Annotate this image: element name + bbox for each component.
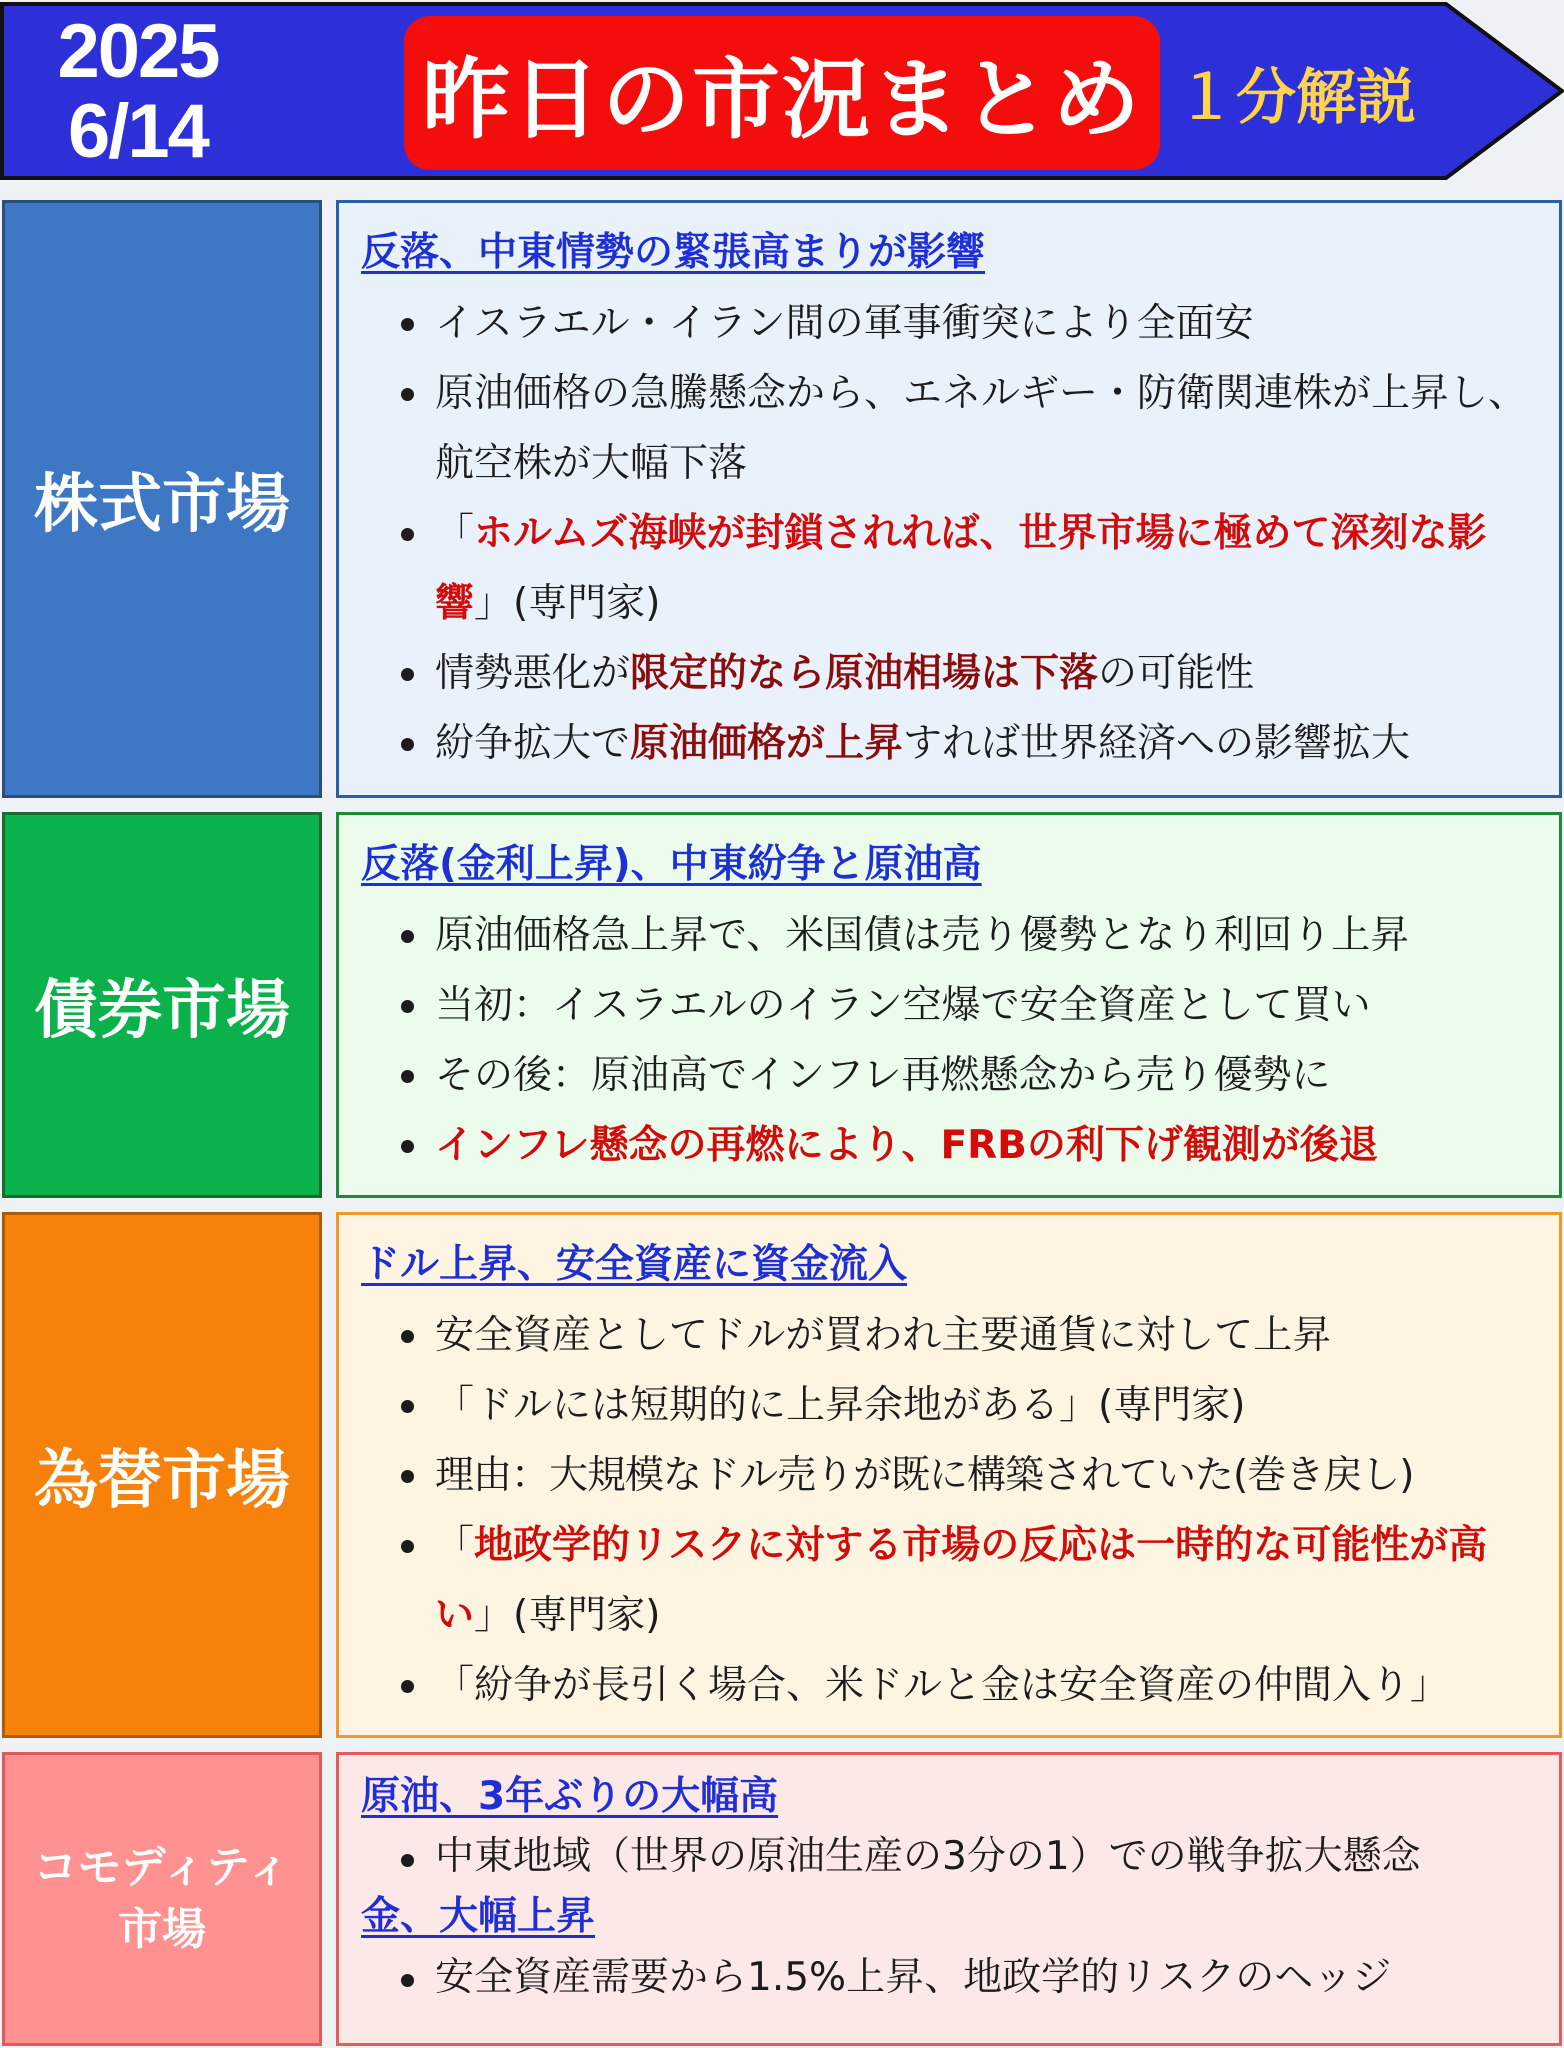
- list-item: イスラエル・イラン間の軍事衝突により全面安: [361, 289, 1537, 359]
- highlight-text: 限定的なら原油相場は下落: [630, 651, 1099, 696]
- bullet-list-gold: [361, 1945, 1537, 2011]
- section-panel-bond: [336, 812, 1562, 1198]
- section-heading-gold: 金、大幅上昇: [361, 1894, 596, 1939]
- list-item: [361, 1111, 1537, 1181]
- list-item: 情勢悪化が限定的なら原油相場は下落の可能性: [361, 639, 1537, 709]
- list-item: 原油価格の急騰懸念から、エネルギー・防衛関連株が上昇し、航空株が大幅下落: [361, 359, 1537, 499]
- highlight-text: ホルムズ海峡が封鎖されれば、世界市場に極めて深刻な影響: [435, 511, 1487, 626]
- list-item: 「紛争が長引く場合、米ドルと金は安全資産の仲間入り」: [361, 1651, 1537, 1721]
- list-item: 「ドルには短期的に上昇余地がある」(専門家): [361, 1371, 1537, 1441]
- section-heading-bond: 反落(金利上昇)、中東紛争と原油高: [361, 842, 982, 887]
- date-year: 2025: [57, 9, 219, 94]
- list-item: 「ホルムズ海峡が封鎖されれば、世界市場に極めて深刻な影響」(専門家): [361, 499, 1537, 639]
- section-heading-oil: 原油、3年ぶりの大幅高: [361, 1774, 779, 1819]
- section-panel-stock: [336, 200, 1562, 798]
- bullet-list-stock: [361, 289, 1537, 779]
- section-label-commodity: [2, 1752, 322, 2046]
- page-title: 昨日の市況まとめ: [421, 48, 1142, 151]
- list-item: 安全資産需要から1.5%上昇、地政学的リスクのヘッジ: [361, 1945, 1537, 2011]
- section-label-fx: [2, 1212, 322, 1738]
- section-label-bond-text: 債券市場: [34, 974, 290, 1048]
- date-day: 6/14: [68, 89, 208, 174]
- title-pill: [404, 16, 1160, 170]
- section-label-fx-text: 為替市場: [34, 1444, 290, 1518]
- list-item: その後：原油高でインフレ再燃懸念から売り優勢に: [361, 1041, 1537, 1111]
- list-item: 「地政学的リスクに対する市場の反応は一時的な可能性が高い」(専門家): [361, 1511, 1537, 1651]
- list-item: 紛争拡大で原油価格が上昇すれば世界経済への影響拡大: [361, 709, 1537, 779]
- section-heading-stock: 反落、中東情勢の緊張高まりが影響: [361, 230, 986, 275]
- bullet-list-bond: [361, 901, 1537, 1181]
- highlight-text: 地政学的リスクに対する市場の反応は一時的な可能性が高い: [435, 1523, 1488, 1638]
- bullet-list-fx: [361, 1301, 1537, 1721]
- header-banner: [0, 0, 1564, 182]
- section-label-stock-text: 株式市場: [34, 468, 290, 542]
- section-panel-fx: [336, 1212, 1562, 1738]
- list-item: 中東地域（世界の原油生産の3分の1）での戦争拡大懸念: [361, 1825, 1537, 1889]
- section-heading-fx: ドル上昇、安全資産に資金流入: [361, 1242, 908, 1287]
- date-display: [28, 9, 248, 174]
- page-subtitle: １分解説: [1176, 63, 1416, 133]
- list-item: 原油価格急上昇で、米国債は売り優勢となり利回り上昇: [361, 901, 1537, 971]
- bullet-list-oil: [361, 1825, 1537, 1889]
- section-panel-commodity: [336, 1752, 1562, 2046]
- highlight-text: 原油価格が上昇: [630, 721, 904, 766]
- list-item: 安全資産としてドルが買われ主要通貨に対して上昇: [361, 1301, 1537, 1371]
- list-item: 理由：大規模なドル売りが既に構築されていた(巻き戻し): [361, 1441, 1537, 1511]
- section-label-commodity-text: コモディティ市場: [33, 1842, 291, 1955]
- highlight-text: インフレ懸念の再燃により、FRBの利下げ観測が後退: [435, 1123, 1378, 1168]
- section-label-stock: [2, 200, 322, 798]
- list-item: 当初：イスラエルのイラン空爆で安全資産として買い: [361, 971, 1537, 1041]
- section-label-bond: [2, 812, 322, 1198]
